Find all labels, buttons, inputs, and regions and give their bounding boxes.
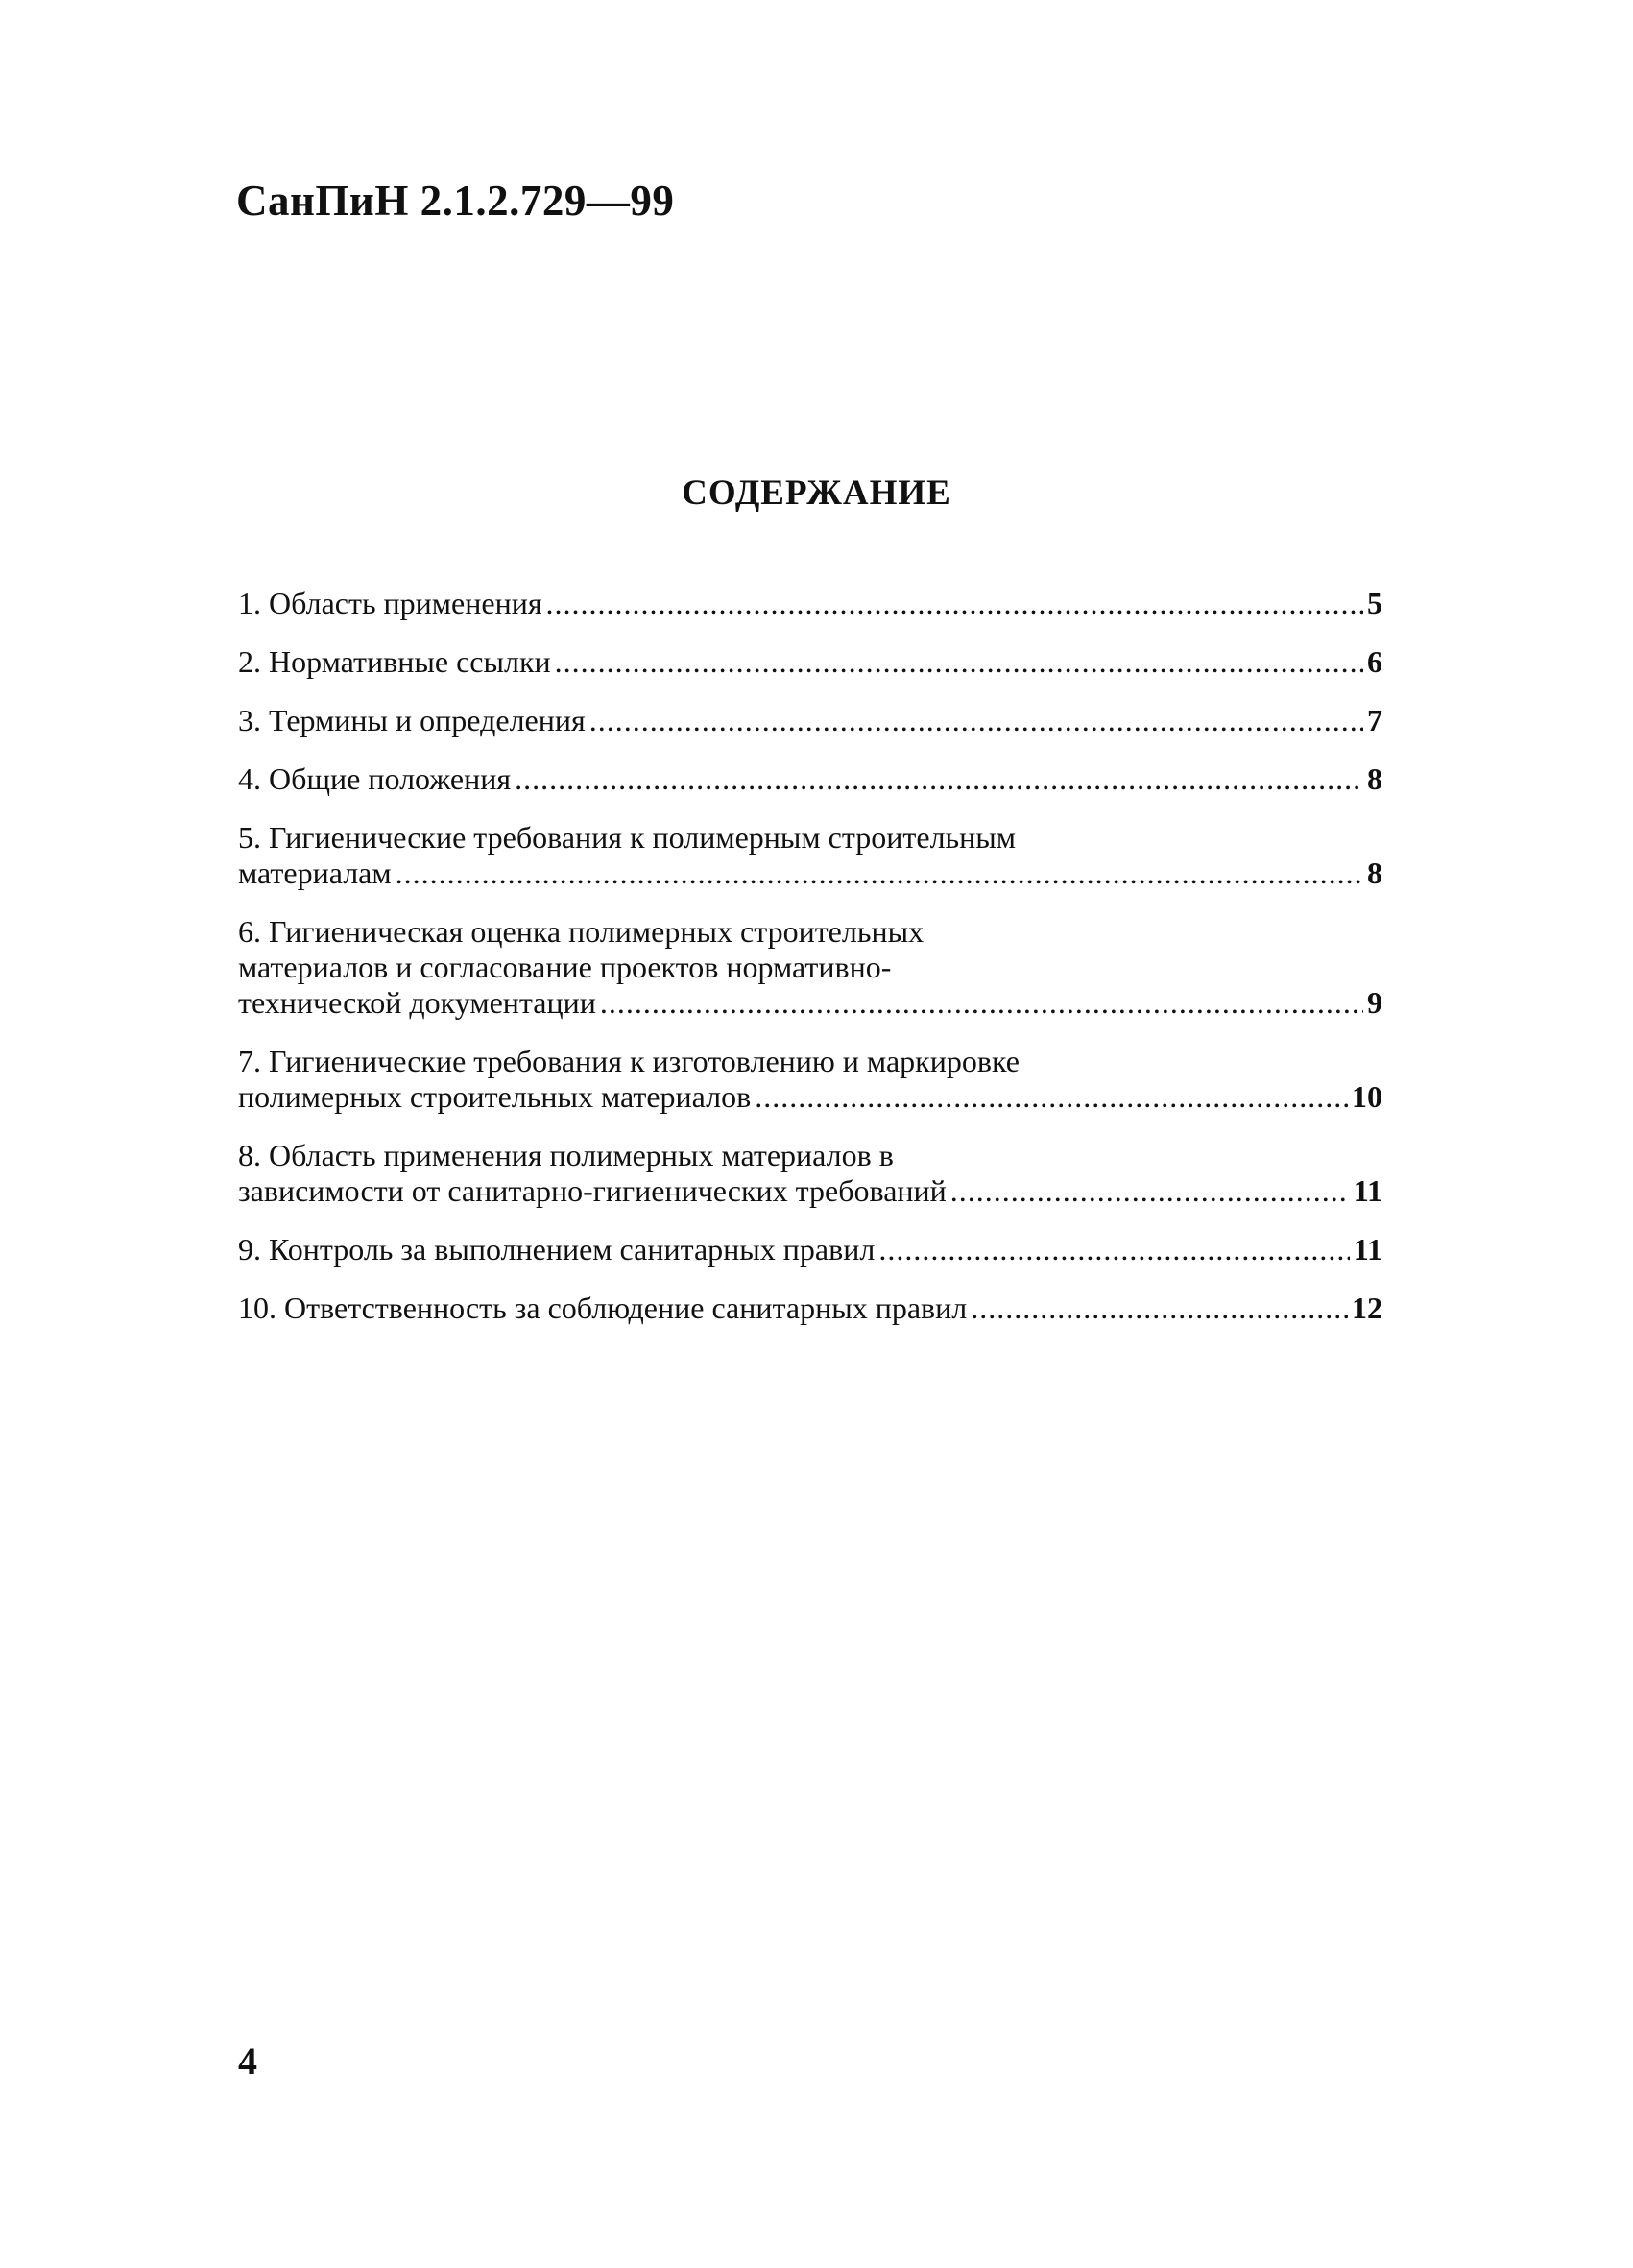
dot-leader: [878, 1232, 1349, 1267]
toc-entry-2[interactable]: [238, 644, 1382, 680]
document-code: СанПиН 2.1.2.729—99: [236, 177, 675, 225]
toc-entry-8[interactable]: [238, 1138, 1382, 1209]
dot-leader: [755, 1079, 1348, 1115]
toc-entry-title: 8. Область применения полимерных материалов в: [238, 1138, 894, 1172]
toc-entry-line: [238, 1291, 1382, 1326]
toc-entry-page: 11: [1353, 1173, 1382, 1208]
dot-leader: [396, 856, 1363, 891]
toc-entry-line: [238, 856, 1382, 891]
toc-entry-title: 5. Гигиенические требования к полимерным строительным: [238, 820, 1016, 855]
toc-entry-title: 7. Гигиенические требования к изготовлению и маркировке: [238, 1044, 1020, 1078]
toc-entry-page: 12: [1352, 1291, 1382, 1325]
toc-entry-4[interactable]: [238, 761, 1382, 797]
toc-entry-page: 11: [1353, 1232, 1382, 1267]
toc-entry-title-cont: материалов и согласование проектов нормативно-: [238, 950, 892, 984]
toc-entry-line: [238, 985, 1382, 1021]
toc-entry-line: [238, 586, 1382, 621]
toc-entry-1[interactable]: [238, 586, 1382, 621]
dot-leader: [950, 1173, 1350, 1209]
toc-entry-title: 3. Термины и определения: [238, 703, 586, 737]
toc-entry-title: 10. Ответственность за соблюдение санитарных правил: [238, 1291, 968, 1325]
toc-entry-5[interactable]: [238, 820, 1382, 891]
toc-entry-title: 6. Гигиеническая оценка полимерных строительных: [238, 914, 925, 949]
page-number: 4: [238, 2039, 257, 2083]
toc-entry-line: [238, 1079, 1382, 1115]
toc-entry-3[interactable]: [238, 703, 1382, 738]
toc-entry-10[interactable]: [238, 1291, 1382, 1326]
toc-entry-page: 9: [1367, 985, 1382, 1020]
dot-leader: [546, 586, 1363, 621]
dot-leader: [589, 703, 1363, 738]
toc-entry-page: 5: [1367, 586, 1382, 620]
toc-entry-line: [238, 644, 1382, 680]
dot-leader: [600, 985, 1363, 1021]
toc-entry-title-cont: зависимости от санитарно-гигиенических требований: [238, 1173, 947, 1208]
toc-entry-title: 9. Контроль за выполнением санитарных правил: [238, 1232, 876, 1267]
toc-entry-page: 10: [1352, 1079, 1382, 1114]
toc-entry-page: 8: [1367, 761, 1382, 796]
toc-title: СОДЕРЖАНИЕ: [682, 473, 951, 513]
dot-leader: [515, 761, 1363, 797]
toc-entry-title-cont: материалам: [238, 856, 392, 890]
toc-entry-title: 4. Общие положения: [238, 761, 512, 796]
toc-entry-9[interactable]: [238, 1232, 1382, 1267]
toc-entry-title: 1. Область применения: [238, 586, 542, 620]
toc-entry-page: 6: [1367, 644, 1382, 679]
toc-entry-page: 8: [1367, 856, 1382, 890]
toc-entry-title-cont: полимерных строительных материалов: [238, 1079, 752, 1114]
toc-entry-line: [238, 703, 1382, 738]
toc-entry-page: 7: [1367, 703, 1382, 737]
toc-entry-7[interactable]: [238, 1044, 1382, 1115]
table-of-contents: [238, 586, 1382, 1326]
toc-entry-title-cont: технической документации: [238, 985, 596, 1020]
toc-entry-line: [238, 761, 1382, 797]
toc-entry-line: [238, 1232, 1382, 1267]
dot-leader: [555, 644, 1363, 680]
toc-entry-line: [238, 1173, 1382, 1209]
toc-entry-title: 2. Нормативные ссылки: [238, 644, 551, 679]
dot-leader: [971, 1291, 1348, 1326]
toc-entry-6[interactable]: [238, 914, 1382, 1021]
